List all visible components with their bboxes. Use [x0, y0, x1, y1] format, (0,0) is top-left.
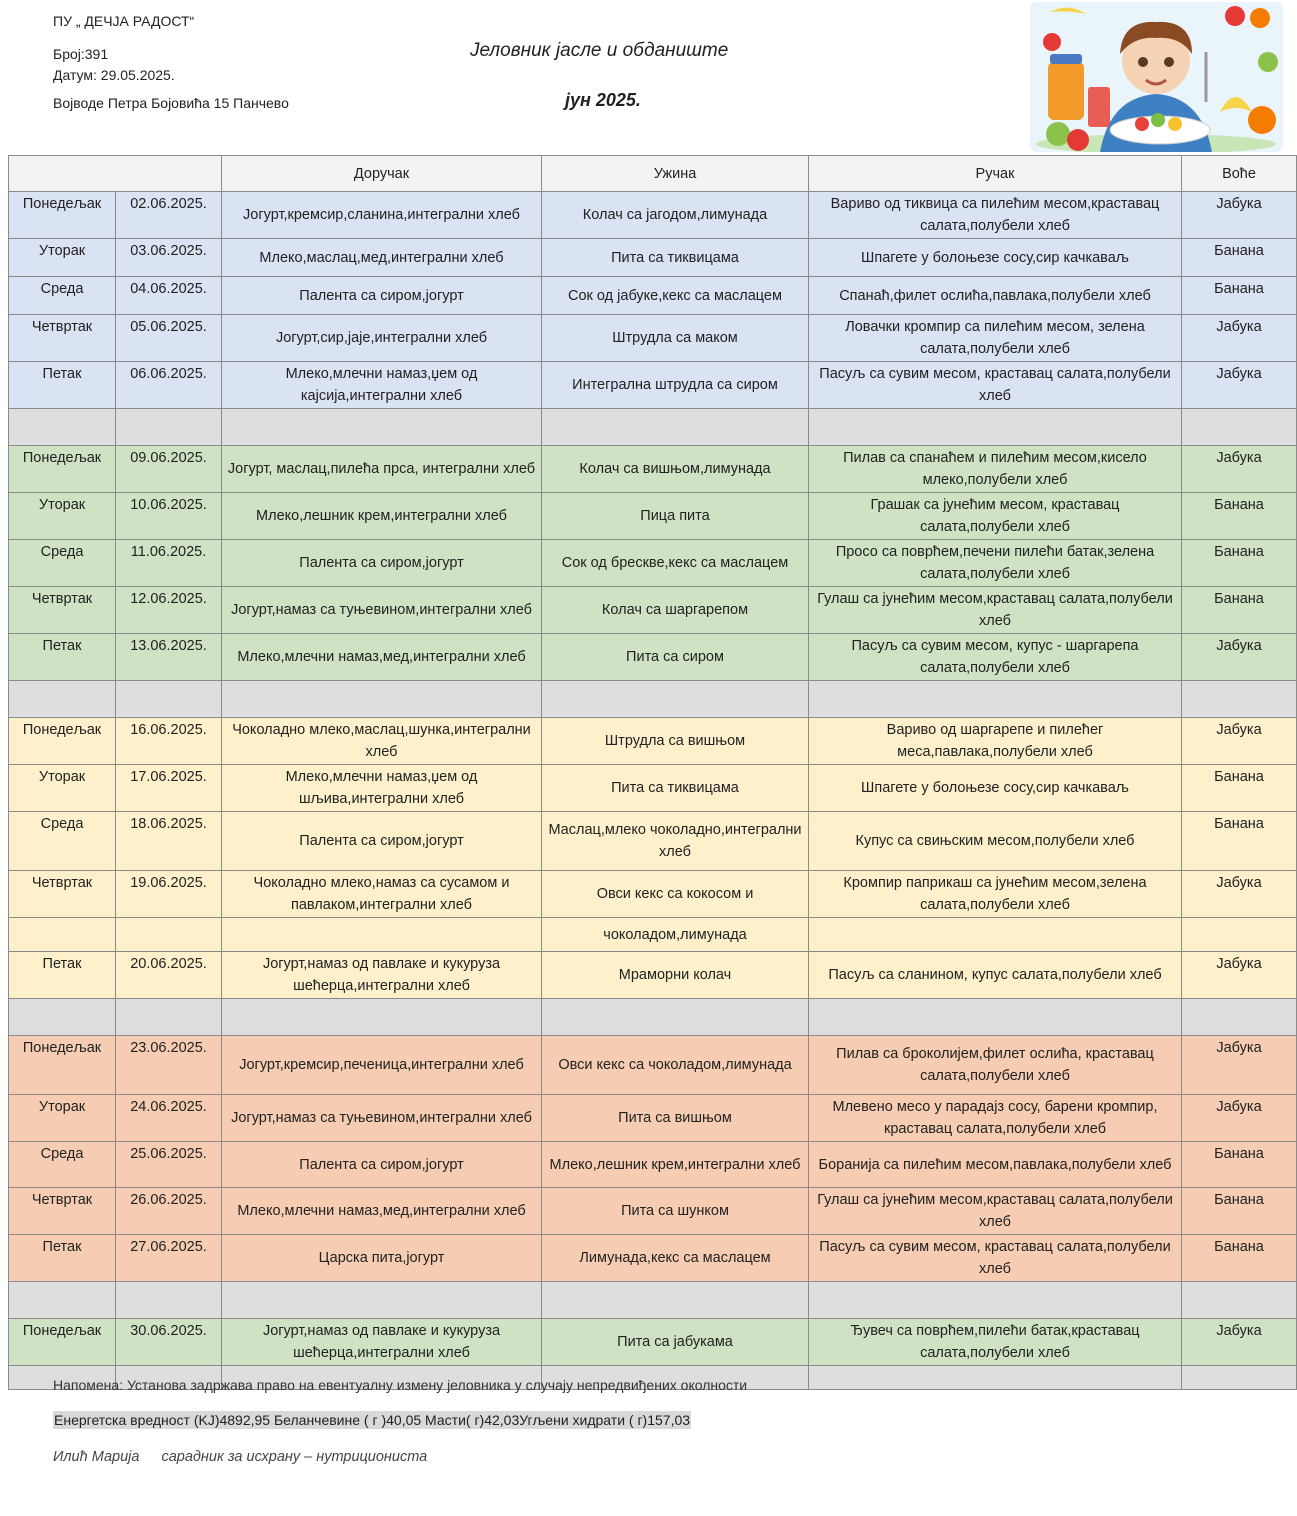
snack-cell: Овси кекс са кокосом и	[542, 871, 809, 918]
snack-cell: Пита са вишњом	[542, 1095, 809, 1142]
empty-cell	[542, 681, 809, 718]
day-cell: Уторак	[9, 239, 116, 277]
date-cell: 13.06.2025.	[116, 634, 222, 681]
separator-row	[9, 999, 1297, 1036]
date-cell: 25.06.2025.	[116, 1142, 222, 1188]
table-header-row	[9, 156, 1297, 192]
lunch-cell: Пилав са броколијем,филет ослића, краставац салата,полубели хлеб	[809, 1036, 1182, 1095]
table-row	[9, 1319, 1297, 1366]
date-cell: 10.06.2025.	[116, 493, 222, 540]
date-cell: 27.06.2025.	[116, 1235, 222, 1282]
date-cell: 24.06.2025.	[116, 1095, 222, 1142]
lunch-cell: Пасуљ са сувим месом, краставац салата,полубели хлеб	[809, 362, 1182, 409]
day-cell: Понедељак	[9, 1036, 116, 1095]
date-cell: 17.06.2025.	[116, 765, 222, 812]
fruit-cell: Јабука	[1182, 634, 1297, 681]
table-row	[9, 1188, 1297, 1235]
fruit-cell: Банана	[1182, 277, 1297, 315]
date-cell: 06.06.2025.	[116, 362, 222, 409]
lunch-cell: Ђувеч са поврћем,пилећи батак,краставац салата,полубели хлеб	[809, 1319, 1182, 1366]
table-row	[9, 765, 1297, 812]
column-header-breakfast: Доручак	[222, 156, 542, 192]
table-row	[9, 277, 1297, 315]
snack-cell: Колач са јагодом,лимунада	[542, 192, 809, 239]
column-header-lunch: Ручак	[809, 156, 1182, 192]
breakfast-cell: Млеко,млечни намаз,џем од шљива,интегрални хлеб	[222, 765, 542, 812]
empty-cell	[116, 681, 222, 718]
table-row	[9, 1095, 1297, 1142]
day-cell: Уторак	[9, 1095, 116, 1142]
date-cell: 19.06.2025.	[116, 871, 222, 918]
empty-cell	[1182, 409, 1297, 446]
date-cell: 03.06.2025.	[116, 239, 222, 277]
lunch-cell: Ловачки кромпир са пилећим месом, зелена салата,полубели хлеб	[809, 315, 1182, 362]
breakfast-cell: Млеко,млечни намаз,мед,интегрални хлеб	[222, 634, 542, 681]
column-header-snack: Ужина	[542, 156, 809, 192]
empty-cell	[222, 1282, 542, 1319]
empty-cell	[9, 1282, 116, 1319]
snack-cell: Млеко,лешник крем,интегрални хлеб	[542, 1142, 809, 1188]
document-number: Број:391	[53, 46, 109, 62]
lunch-cell: Пасуљ са сувим месом, купус - шаргарепа салата,полубели хлеб	[809, 634, 1182, 681]
empty-cell	[542, 1282, 809, 1319]
fruit-cell: Банана	[1182, 540, 1297, 587]
table-row	[9, 239, 1297, 277]
snack-cell: Интегрална штрудла са сиром	[542, 362, 809, 409]
empty-cell	[116, 999, 222, 1036]
empty-cell	[1182, 999, 1297, 1036]
lunch-cell: Пилав са спанаћем и пилећим месом,кисело млеко,полубели хлеб	[809, 446, 1182, 493]
lunch-cell: Шпагете у болоњезе сосу,сир качкаваљ	[809, 239, 1182, 277]
day-cell: Четвртак	[9, 587, 116, 634]
fruit-cell: Банана	[1182, 587, 1297, 634]
signature-line	[53, 1449, 427, 1465]
column-header-fruit: Воће	[1182, 156, 1297, 192]
snack-cell: Штрудла са вишњом	[542, 718, 809, 765]
day-cell: Понедељак	[9, 446, 116, 493]
lunch-cell: Купус са свињским месом,полубели хлеб	[809, 812, 1182, 871]
snack-cell: Пита са шунком	[542, 1188, 809, 1235]
fruit-cell: Банана	[1182, 1188, 1297, 1235]
date-cell: 18.06.2025.	[116, 812, 222, 871]
snack-cell: Маслац,млеко чоколадно,интегрални хлеб	[542, 812, 809, 871]
empty-cell	[116, 409, 222, 446]
breakfast-cell: Чоколадно млеко,намаз са сусамом и павлаком,интегрални хлеб	[222, 871, 542, 918]
day-cell: Среда	[9, 277, 116, 315]
empty-cell	[809, 409, 1182, 446]
lunch-cell: Шпагете у болоњезе сосу,сир качкаваљ	[809, 765, 1182, 812]
empty-cell	[809, 1282, 1182, 1319]
table-row	[9, 1142, 1297, 1188]
institution-name: ПУ „ ДЕЧЈА РАДОСТ“	[53, 13, 195, 29]
date-cell: 16.06.2025.	[116, 718, 222, 765]
date-cell: 12.06.2025.	[116, 587, 222, 634]
day-cell: Среда	[9, 812, 116, 871]
date-cell: 11.06.2025.	[116, 540, 222, 587]
lunch-cell: Боранија са пилећим месом,павлака,полубели хлеб	[809, 1142, 1182, 1188]
energy-value: Енергетска вредност (KJ)4892,95 Беланчевине ( г )40,05 Масти( г)42,03Угљени хидрати ( г)157,03	[54, 1412, 691, 1428]
fruit-cell: Јабука	[1182, 1036, 1297, 1095]
snack-cell: Сок од јабуке,кекс са маслацем	[542, 277, 809, 315]
lunch-cell: Пасуљ са сувим месом, краставац салата,полубели хлеб	[809, 1235, 1182, 1282]
lunch-cell: Вариво од тиквица са пилећим месом,краставац салата,полубели хлеб	[809, 192, 1182, 239]
empty-cell	[222, 918, 542, 952]
snack-cell: Колач са шаргарепом	[542, 587, 809, 634]
empty-cell	[542, 999, 809, 1036]
breakfast-cell: Јогурт,намаз са туњевином,интегрални хлеб	[222, 1095, 542, 1142]
empty-cell	[116, 918, 222, 952]
page-title: Јеловник јасле и обданиште	[470, 40, 729, 61]
empty-cell	[9, 409, 116, 446]
table-row	[9, 493, 1297, 540]
fruit-cell: Банана	[1182, 765, 1297, 812]
day-cell: Среда	[9, 540, 116, 587]
lunch-cell: Спанаћ,филет ослића,павлака,полубели хлеб	[809, 277, 1182, 315]
day-cell: Понедељак	[9, 718, 116, 765]
lunch-cell: Просо са поврћем,печени пилећи батак,зелена салата,полубели хлеб	[809, 540, 1182, 587]
lunch-cell: Пасуљ са сланином, купус салата,полубели хлеб	[809, 952, 1182, 999]
empty-cell	[809, 999, 1182, 1036]
breakfast-cell: Млеко,лешник крем,интегрални хлеб	[222, 493, 542, 540]
fruit-cell: Јабука	[1182, 871, 1297, 918]
empty-cell	[1182, 918, 1297, 952]
table-row	[9, 634, 1297, 681]
breakfast-cell: Чоколадно млеко,маслац,шунка,интегрални хлеб	[222, 718, 542, 765]
fruit-cell: Јабука	[1182, 315, 1297, 362]
snack-cell: Овси кекс са чоколадом,лимунада	[542, 1036, 809, 1095]
breakfast-cell: Царска пита,јогурт	[222, 1235, 542, 1282]
lunch-cell: Кромпир паприкаш са јунећим месом,зелена салата,полубели хлеб	[809, 871, 1182, 918]
lunch-cell: Вариво од шаргарепе и пилећег меса,павлака,полубели хлеб	[809, 718, 1182, 765]
table-row	[9, 1235, 1297, 1282]
snack-cell: Пита са сиром	[542, 634, 809, 681]
breakfast-cell: Јогурт, маслац,пилећа прса, интегрални хлеб	[222, 446, 542, 493]
menu-note: Напомена: Установа задржава право на евентуалну измену јеловника у случају непредвиђених околности	[53, 1377, 748, 1393]
table-row	[9, 446, 1297, 493]
table-row	[9, 952, 1297, 999]
empty-cell	[9, 918, 116, 952]
table-row	[9, 362, 1297, 409]
lunch-cell: Млевено месо у парадајз сосу, барени кромпир, краставац салата,полубели хлеб	[809, 1095, 1182, 1142]
day-cell: Четвртак	[9, 1188, 116, 1235]
document-date: Датум: 29.05.2025.	[53, 67, 175, 83]
fruit-cell: Јабука	[1182, 718, 1297, 765]
lunch-cell: Грашак са јунећим месом, краставац салата,полубели хлеб	[809, 493, 1182, 540]
empty-cell	[809, 918, 1182, 952]
breakfast-cell: Палента са сиром,јогурт	[222, 277, 542, 315]
fruit-cell: Банана	[1182, 493, 1297, 540]
header-blank	[9, 156, 222, 192]
separator-row	[9, 1282, 1297, 1319]
empty-cell	[222, 999, 542, 1036]
fruit-cell: Банана	[1182, 812, 1297, 871]
breakfast-cell: Јогурт,намаз са туњевином,интегрални хлеб	[222, 587, 542, 634]
fruit-cell: Банана	[1182, 239, 1297, 277]
table-row	[9, 718, 1297, 765]
day-cell: Четвртак	[9, 871, 116, 918]
empty-cell	[809, 1366, 1182, 1390]
fruit-cell: Јабука	[1182, 1095, 1297, 1142]
empty-cell	[809, 681, 1182, 718]
table-row	[9, 192, 1297, 239]
day-cell: Уторак	[9, 765, 116, 812]
weekly-menu-table	[8, 155, 1297, 1390]
snack-cell: Пита са тиквицама	[542, 765, 809, 812]
snack-cell: Пица пита	[542, 493, 809, 540]
breakfast-cell: Млеко,млечни намаз,џем од кајсија,интегрални хлеб	[222, 362, 542, 409]
day-cell: Уторак	[9, 493, 116, 540]
table-row-continuation	[9, 918, 1297, 952]
table-row	[9, 1036, 1297, 1095]
lunch-cell: Гулаш са јунећим месом,краставац салата,полубели хлеб	[809, 587, 1182, 634]
breakfast-cell: Млеко,млечни намаз,мед,интегрални хлеб	[222, 1188, 542, 1235]
day-cell: Четвртак	[9, 315, 116, 362]
empty-cell	[222, 409, 542, 446]
day-cell: Петак	[9, 1235, 116, 1282]
empty-cell	[116, 1282, 222, 1319]
day-cell: Понедељак	[9, 1319, 116, 1366]
snack-cell: Пита са тиквицама	[542, 239, 809, 277]
table-row	[9, 540, 1297, 587]
author-name: Илић Марија	[53, 1449, 140, 1465]
empty-cell	[1182, 1366, 1297, 1390]
day-cell: Петак	[9, 634, 116, 681]
breakfast-cell: Палента са сиром,јогурт	[222, 540, 542, 587]
institution-address: Војводе Петра Бојовића 15 Панчево	[53, 95, 289, 111]
date-cell: 30.06.2025.	[116, 1319, 222, 1366]
empty-cell	[1182, 681, 1297, 718]
snack-cell-continuation: чоколадом,лимунада	[542, 918, 809, 952]
date-cell: 02.06.2025.	[116, 192, 222, 239]
separator-row	[9, 681, 1297, 718]
breakfast-cell: Јогурт,кремсир,печеница,интегрални хлеб	[222, 1036, 542, 1095]
table-row	[9, 315, 1297, 362]
breakfast-cell: Јогурт,кремсир,сланина,интегрални хлеб	[222, 192, 542, 239]
breakfast-cell: Палента са сиром,јогурт	[222, 812, 542, 871]
fruit-cell: Јабука	[1182, 446, 1297, 493]
fruit-cell: Банана	[1182, 1235, 1297, 1282]
fruit-cell: Банана	[1182, 1142, 1297, 1188]
empty-cell	[9, 999, 116, 1036]
date-cell: 23.06.2025.	[116, 1036, 222, 1095]
day-cell: Петак	[9, 952, 116, 999]
snack-cell: Колач са вишњом,лимунада	[542, 446, 809, 493]
fruit-cell: Јабука	[1182, 192, 1297, 239]
table-row	[9, 871, 1297, 918]
date-cell: 26.06.2025.	[116, 1188, 222, 1235]
breakfast-cell: Јогурт,намаз од павлаке и кукуруза шећерца,интегрални хлеб	[222, 1319, 542, 1366]
snack-cell: Сок од брескве,кекс са маслацем	[542, 540, 809, 587]
date-cell: 04.06.2025.	[116, 277, 222, 315]
snack-cell: Штрудла са маком	[542, 315, 809, 362]
day-cell: Петак	[9, 362, 116, 409]
menu-month: јун 2025.	[565, 90, 641, 110]
author-role: сарадник за исхрану – нутрициониста	[161, 1449, 428, 1465]
day-cell: Понедељак	[9, 192, 116, 239]
table-row	[9, 812, 1297, 871]
snack-cell: Лимунада,кекс са маслацем	[542, 1235, 809, 1282]
empty-cell	[1182, 1282, 1297, 1319]
day-cell: Среда	[9, 1142, 116, 1188]
child-eating-fruit-illustration	[1030, 2, 1283, 152]
separator-row	[9, 409, 1297, 446]
breakfast-cell: Јогурт,намаз од павлаке и кукуруза шећерца,интегрални хлеб	[222, 952, 542, 999]
fruit-cell: Јабука	[1182, 362, 1297, 409]
fruit-cell: Јабука	[1182, 952, 1297, 999]
fruit-cell: Јабука	[1182, 1319, 1297, 1366]
empty-cell	[542, 409, 809, 446]
date-cell: 05.06.2025.	[116, 315, 222, 362]
empty-cell	[9, 681, 116, 718]
breakfast-cell: Јогурт,сир,јаје,интегрални хлеб	[222, 315, 542, 362]
breakfast-cell: Млеко,маслац,мед,интегрални хлеб	[222, 239, 542, 277]
date-cell: 20.06.2025.	[116, 952, 222, 999]
snack-cell: Пита са јабукама	[542, 1319, 809, 1366]
lunch-cell: Гулаш са јунећим месом,краставац салата,полубели хлеб	[809, 1188, 1182, 1235]
empty-cell	[222, 681, 542, 718]
snack-cell: Мраморни колач	[542, 952, 809, 999]
table-row	[9, 587, 1297, 634]
date-cell: 09.06.2025.	[116, 446, 222, 493]
breakfast-cell: Палента са сиром,јогурт	[222, 1142, 542, 1188]
